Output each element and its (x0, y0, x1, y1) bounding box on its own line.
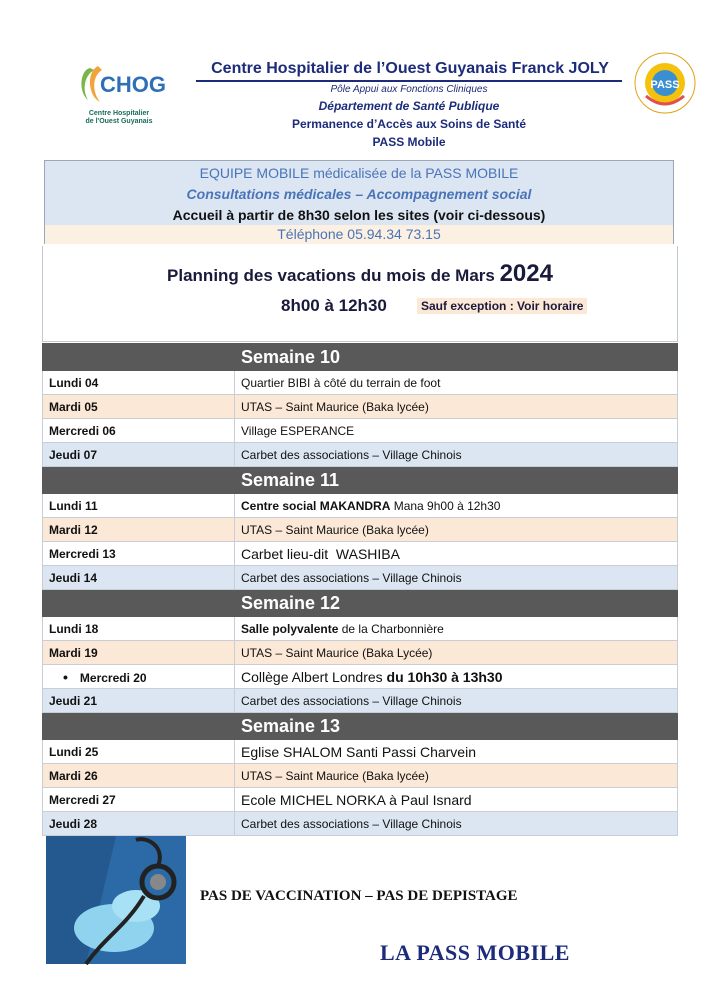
schedule-location-text: UTAS – Saint Maurice (Baka Lycée) (241, 645, 433, 660)
schedule-day (43, 740, 235, 764)
chog-logo-sub-line2: de l'Ouest Guyanais (85, 118, 153, 125)
schedule-day (43, 494, 235, 518)
header-pole: Pôle Appui aux Fonctions Cliniques (330, 84, 488, 95)
schedule-row (43, 617, 678, 641)
schedule-day (43, 689, 235, 713)
schedule-location (235, 371, 678, 395)
week-header-row (43, 467, 678, 494)
schedule-location (235, 788, 678, 812)
pass-logo (634, 52, 696, 114)
schedule-table (42, 343, 678, 836)
header-permanence: Permanence d’Accès aux Soins de Santé (291, 117, 527, 131)
week-header-row (43, 590, 678, 617)
footer-brand: LA PASS MOBILE (380, 940, 570, 965)
schedule-day-label: Mardi 05 (49, 399, 98, 414)
schedule-location (235, 419, 678, 443)
schedule-day-label: Lundi 11 (49, 498, 98, 513)
schedule-location (235, 764, 678, 788)
schedule-day-label: Lundi 25 (49, 744, 99, 759)
schedule-row (43, 518, 678, 542)
schedule-day-label: Mardi 19 (49, 645, 98, 660)
schedule-location-text: UTAS – Saint Maurice (Baka lycée) (241, 399, 429, 414)
week-label: Semaine 11 (235, 467, 678, 494)
schedule-location-text: Ecole MICHEL NORKA à Paul Isnard (241, 791, 472, 808)
schedule-location-text: Village ESPERANCE (241, 423, 355, 438)
schedule-day-label: Mercredi 20 (79, 670, 147, 685)
schedule-day (43, 371, 235, 395)
schedule-location-text: Eglise SHALOM Santi Passi Charvein (241, 743, 476, 760)
header-pass-mobile: PASS Mobile (372, 135, 446, 149)
schedule-day-label: Jeudi 28 (49, 816, 98, 831)
schedule-location (235, 395, 678, 419)
schedule-day-label: Mercredi 27 (49, 792, 116, 807)
week-header-row (43, 344, 678, 371)
schedule-location-bold: Salle polyvalente (241, 621, 339, 636)
schedule-day-label: Mercredi 06 (49, 423, 116, 438)
planning-title-text: Planning des vacations du mois de Mars (167, 266, 495, 285)
week-label: Semaine 10 (235, 344, 678, 371)
week-header-row (43, 713, 678, 740)
schedule-location (235, 494, 678, 518)
footer-notice: PAS DE VACCINATION – PAS DE DEPISTAGE (200, 888, 518, 904)
schedule-day-label: Jeudi 21 (49, 693, 98, 708)
schedule-day-label: Lundi 04 (49, 375, 99, 390)
schedule-day-label: Jeudi 07 (49, 447, 98, 462)
schedule-day-label: Mercredi 13 (49, 546, 116, 561)
schedule-row (43, 419, 678, 443)
schedule-day (43, 395, 235, 419)
schedule-row (43, 764, 678, 788)
planning-title (43, 260, 677, 288)
schedule-row (43, 443, 678, 467)
schedule-row (43, 641, 678, 665)
schedule-location-text: Quartier BIBI à côté du terrain de foot (241, 375, 441, 390)
schedule-day-label: Jeudi 14 (49, 570, 98, 585)
schedule-location-bold: Centre social MAKANDRA (241, 498, 391, 513)
week-label: Semaine 12 (235, 590, 678, 617)
chog-logo-text: CHOG (100, 72, 166, 97)
pass-logo-text: PASS (650, 79, 680, 91)
chog-logo-icon (76, 62, 166, 106)
schedule-location-text: Mana 9h00 à 12h30 (390, 498, 501, 513)
planning-year: 2024 (499, 260, 553, 287)
schedule-row (43, 665, 678, 689)
banner-team: EQUIPE MOBILE médicalisée de la PASS MOBILE (199, 165, 519, 181)
schedule-row (43, 788, 678, 812)
week-label: Semaine 13 (235, 713, 678, 740)
schedule-day (43, 542, 235, 566)
schedule-location (235, 641, 678, 665)
schedule-location (235, 566, 678, 590)
schedule-location-text: Carbet des associations – Village Chinois (241, 693, 462, 708)
schedule-day (43, 788, 235, 812)
schedule-row (43, 542, 678, 566)
schedule-location-text: Carbet des associations – Village Chinois (241, 570, 462, 585)
schedule-day (43, 443, 235, 467)
schedule-location (235, 617, 678, 641)
doctor-stethoscope-photo (46, 836, 186, 964)
schedule-row (43, 395, 678, 419)
bullet-icon: • (63, 668, 68, 685)
planning-hours: 8h00 à 12h30 (281, 296, 387, 315)
schedule-day (43, 812, 235, 836)
schedule-location (235, 443, 678, 467)
schedule-location-text: UTAS – Saint Maurice (Baka lycée) (241, 522, 429, 537)
week-header-blank (43, 467, 235, 494)
schedule-row (43, 812, 678, 836)
schedule-day (43, 665, 235, 689)
schedule-day (43, 518, 235, 542)
schedule-row (43, 689, 678, 713)
schedule-location (235, 665, 678, 689)
schedule-row (43, 566, 678, 590)
schedule-day-label: Lundi 18 (49, 621, 99, 636)
schedule-location (235, 542, 678, 566)
info-banner (44, 160, 674, 244)
schedule-day (43, 641, 235, 665)
banner-phone: Téléphone 05.94.34 73.15 (45, 225, 673, 244)
schedule-day-label: Mardi 12 (49, 522, 98, 537)
planning-header (42, 246, 678, 342)
schedule-day (43, 764, 235, 788)
schedule-row (43, 740, 678, 764)
schedule-day (43, 566, 235, 590)
week-header-blank (43, 713, 235, 740)
banner-consultations: Consultations médicales – Accompagnement social (186, 186, 532, 202)
week-header-blank (43, 344, 235, 371)
schedule-row (43, 494, 678, 518)
schedule-location-text: Carbet lieu-dit WASHIBA (241, 545, 400, 562)
schedule-location-text: UTAS – Saint Maurice (Baka lycée) (241, 768, 429, 783)
schedule-location-time: du 10h30 à 13h30 (386, 668, 503, 685)
hospital-title: Centre Hospitalier de l’Ouest Guyanais Franck JOLY (211, 60, 609, 77)
schedule-location (235, 812, 678, 836)
schedule-location-text: Carbet des associations – Village Chinois (241, 816, 462, 831)
schedule-location (235, 518, 678, 542)
banner-reception: Accueil à partir de 8h30 selon les sites (voir ci-dessous) (172, 207, 546, 223)
schedule-day-label: Mardi 26 (49, 768, 98, 783)
chog-logo-sub-line1: Centre Hospitalier (88, 110, 150, 117)
chog-logo-subtitle (74, 110, 164, 126)
schedule-location (235, 689, 678, 713)
schedule-day (43, 419, 235, 443)
header-department: Département de Santé Publique (318, 99, 500, 113)
week-header-blank (43, 590, 235, 617)
schedule-location (235, 740, 678, 764)
chog-logo (72, 60, 164, 130)
planning-exception: Sauf exception : Voir horaire (417, 298, 587, 314)
header-divider (196, 80, 622, 82)
schedule-day (43, 617, 235, 641)
schedule-location-text: de la Charbonnière (338, 621, 444, 636)
schedule-location-text: Collège Albert Londres (241, 668, 387, 685)
schedule-location-text: Carbet des associations – Village Chinois (241, 447, 462, 462)
schedule-row (43, 371, 678, 395)
